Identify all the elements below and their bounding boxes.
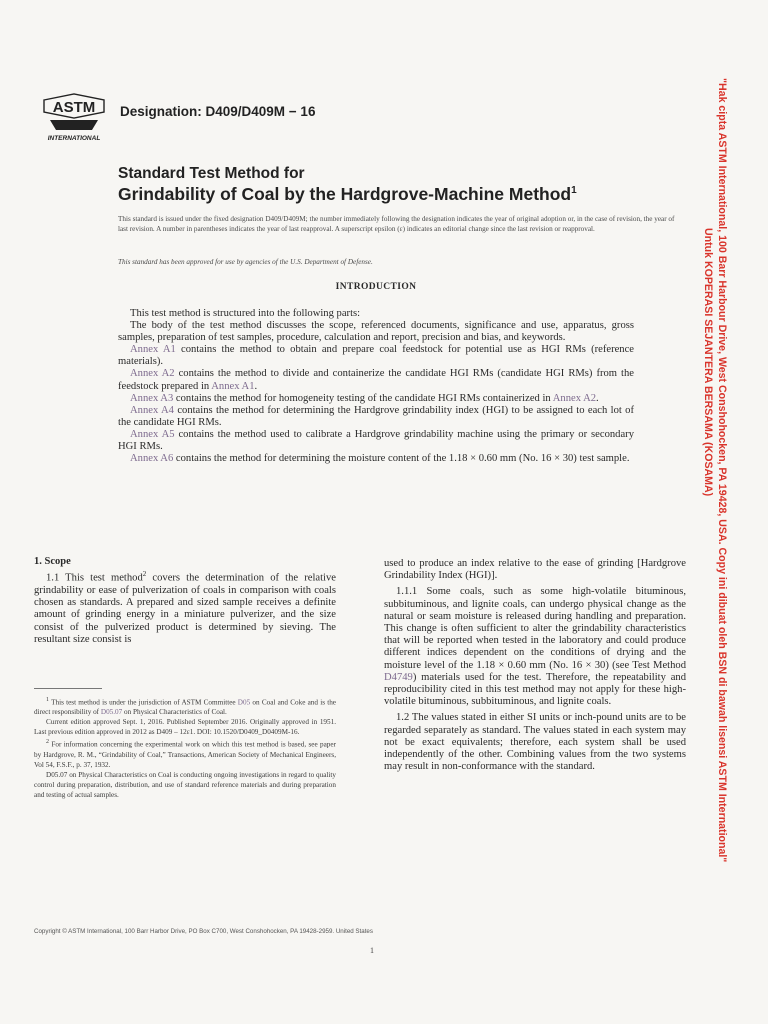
approval-notice: This standard has been approved for use by agencies of the U.S. Department of Defense. [118, 258, 373, 266]
watermark-line-2: Untuk KOPERASI SEJANTERA BERSAMA (KOSAMA) [702, 228, 714, 497]
logo-subtext: INTERNATIONAL [47, 135, 101, 142]
designation: Designation: D409/D409M − 16 [120, 104, 316, 119]
page-number: 1 [370, 946, 374, 955]
introduction-heading: INTRODUCTION [335, 282, 417, 292]
issuance-notice: This standard is issued under the fixed designation D409/D409M; the number immediately following the designation indicates the year of original adoption or, in the case of revision, the year of last revision. A number in parentheses indicates the year of last reapproval. A superscript epsilon (ε) indicates an editorial change since the last revision or reapproval. [118, 215, 675, 233]
copyright-watermark [699, 78, 729, 948]
footnote-ref-2: 2 [142, 570, 147, 579]
annex-a1-link[interactable]: Annex A1 [130, 344, 176, 356]
footnote-1: $^1$ This test method is under the jurisdiction of ASTM Committee D05 on Coal and Coke and is the direct responsibility of D05.07 on Physical Characteristics of Coal. [34, 697, 336, 717]
title-line-2 [118, 184, 678, 205]
intro-annex-a4: Annex A4 contains the method for determining the Hardgrove grindability index (HGI) to be assigned to each lot of the candidate HGI RMs. [118, 404, 634, 428]
scope-heading: 1. Scope [34, 556, 71, 567]
intro-paragraph: The body of the test method discusses the scope, referenced documents, significance and use, apparatus, gross samples, preparation of test samples, procedure, calculation and report, precision and bias, and keywords. [118, 320, 634, 344]
footnote-divider [34, 688, 102, 689]
intro-paragraph: This test method is structured into the following parts: [130, 308, 361, 319]
scope-paragraph-1-1-cont: used to produce an index relative to the ease of grinding [Hardgrove Grindability Index (HGI)]. [384, 558, 686, 582]
watermark-line-1: "Hak cipta ASTM International, 100 Barr Harbour Drive, West Conshohocken, PA 19428, USA. Copy ini dibuat oleh BSN di bawah lisensi ASTM International" [716, 78, 728, 863]
document-title [118, 163, 678, 205]
annex-a3-link[interactable]: Annex A3 [130, 392, 174, 404]
footnote-3: D05.07 on Physical Characteristics on Coal is conducting ongoing investigations in regard to quality control during preparation, distribution, and use of standard reference materials and during preparation and testing of actual samples. [34, 770, 336, 799]
annex-a2-ref-link[interactable]: Annex A2 [552, 392, 597, 404]
logo-text: ASTM [52, 99, 96, 116]
intro-annex-a2: Annex A2 contains the method to divide and containerize the candidate HGI RMs (candidate HGI RMs) from the feedstock prepared in Annex A1. [118, 368, 634, 392]
annex-a5-link[interactable]: Annex A5 [130, 428, 175, 440]
scope-paragraph-1-2: 1.2 The values stated in either SI units or inch-pound units are to be regarded separately as standard. The values stated in each system may not be exact equivalents; therefore, each system shall be used independently of the other. Combining values from the two systems may result in non-conformance with the standard. [384, 712, 686, 773]
footnote-edition: Current edition approved Sept. 1, 2016. Published September 2016. Originally approved in 1951. Last previous edition approved in 2012 as D409 – 12ε1. DOI: 10.1520/D0409_D0409M-16. [34, 718, 336, 737]
scope-paragraph-1-1-1: 1.1.1 Some coals, such as some high-volatile bituminous, subbituminous, and lignite coals, can undergo physical change as the natural or seam moisture is released during handling and preparation. This change is often sufficient to alter the grindability characteristics that will be reported when tested in the laboratory and could produce different indices dependent on the conditions of drying and the moisture level of the 1.18 × 0.60 mm (No. 16 × 30) (see Test Method D4749) materials used for the test. Therefore, the repeatability and reproducibility cited in this test method may not apply for these high-volatile bituminous, subbituminous, and lignite coals. [384, 586, 686, 708]
annex-a1-ref-link[interactable]: Annex A1 [211, 380, 255, 392]
annex-a6-link[interactable]: Annex A6 [130, 453, 174, 465]
right-column [384, 558, 686, 773]
introduction-body [118, 308, 634, 465]
intro-annex-a6: Annex A6 contains the method for determining the moisture content of the 1.18 × 0.60 mm (No. 16 × 30) test sample. [130, 453, 630, 465]
title-footnote-ref: 1 [571, 185, 577, 197]
footnotes [34, 688, 336, 800]
left-column [34, 556, 336, 646]
copyright-footer: Copyright © ASTM International, 100 Barr Harbor Drive, PO Box C700, West Conshohocken, PA 19428-2959. United States [34, 928, 373, 935]
annex-a4-link[interactable]: Annex A4 [130, 404, 174, 416]
intro-annex-a3: Annex A3 contains the method for homogeneity testing of the candidate HGI RMs containerized in Annex A2. [130, 392, 599, 404]
intro-annex-a1: Annex A1 contains the method to obtain and prepare coal feedstock for potential use as HGI RMs (reference materials). [118, 344, 634, 368]
intro-annex-a5: Annex A5 contains the method used to calibrate a Hardgrove grindability machine using the primary or secondary HGI RMs. [118, 428, 634, 453]
annex-a2-link[interactable]: Annex A2 [130, 368, 175, 380]
title-line-1: Standard Test Method for [118, 165, 305, 182]
title-main: Grindability of Coal by the Hardgrove-Machine Method [118, 184, 572, 204]
scope-paragraph-1-1: 1.1 This test method$^2$ covers the determination of the relative grindability or ease of pulverization of coals in comparison with coals chosen as standards. A prepared and sized sample receives a definite amount of grinding energy in a miniature pulverizer, and the size consist of the pulverized product is determined by sieving. The resultant size consist is [34, 570, 336, 645]
footnote-2: $^2$ For information concerning the experimental work on which this test method is based, see paper by Hardgrove, R. M., “Grindability of Coal,” Transactions, American Society of Mechanical Engineers, Vol 54, F.S.F., p. 37, 1932. [34, 739, 336, 769]
d05-link[interactable]: D05 [237, 698, 251, 707]
d4749-link[interactable]: D4749 [384, 671, 413, 683]
d05-07-link[interactable]: D05.07 [100, 708, 123, 717]
astm-logo [36, 92, 112, 144]
